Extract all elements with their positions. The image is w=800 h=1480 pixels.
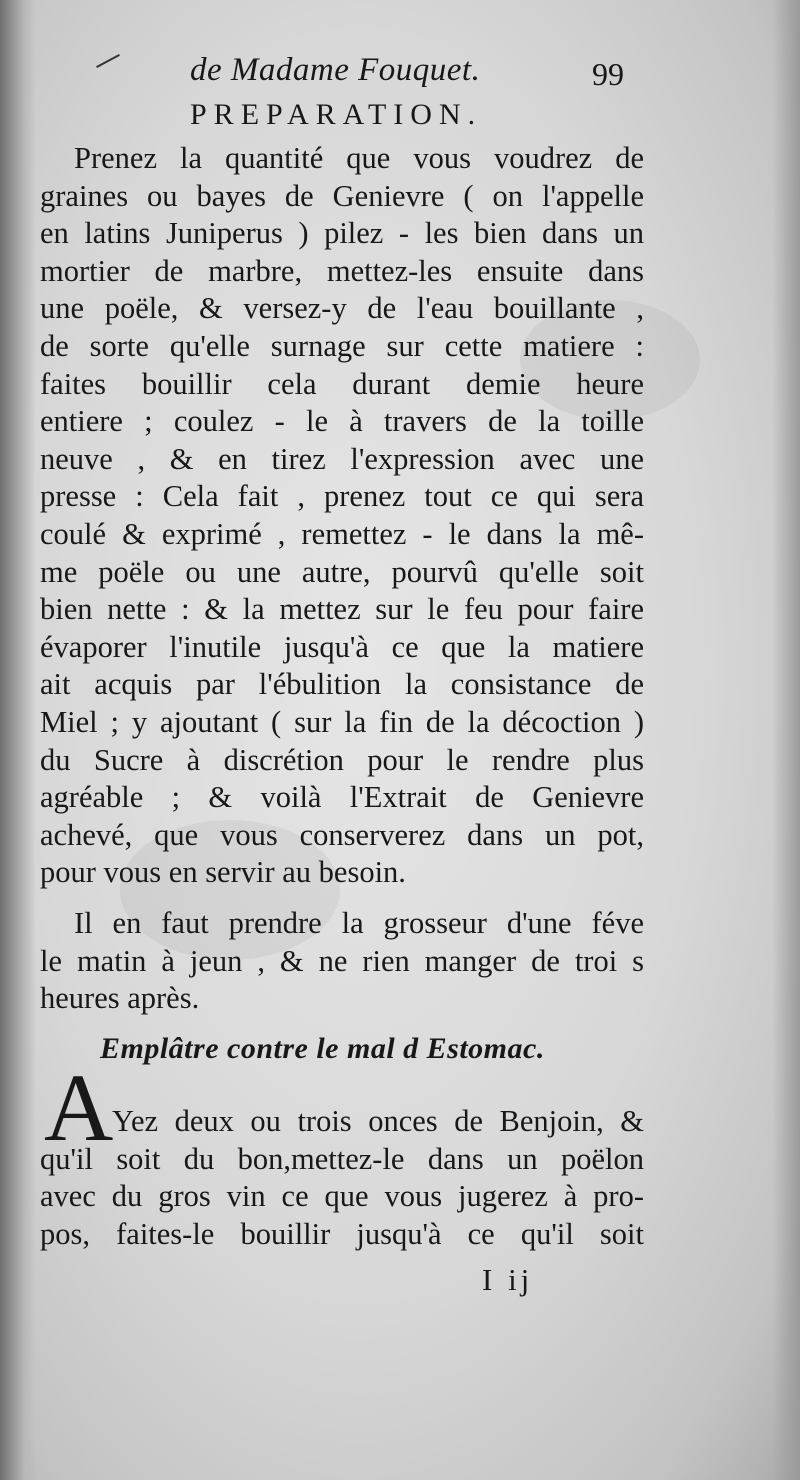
text-line: Prenez la quantité que vous voudrez de: [74, 141, 644, 175]
text-line: du Sucre à discrétion pour le rendre plus: [40, 742, 644, 777]
text-line: avec du gros vin ce que vous jugerez à pro-: [40, 1179, 644, 1214]
paragraph-preparation: [40, 140, 644, 892]
text-line: mortier de marbre, mettez-les ensuite dans: [40, 253, 644, 288]
page-gutter-shadow: [0, 0, 36, 1480]
text-line: presse : Cela fait , prenez tout ce qui sera: [40, 479, 644, 514]
text-line: entiere ; coulez - le à travers de la toille: [40, 404, 644, 439]
text-line: coulé & exprimé , remettez - le dans la mê-: [40, 516, 644, 551]
running-head: de Madame Fouquet.: [190, 52, 481, 88]
paragraph-dosage: [40, 905, 644, 1018]
text-line: achevé, que vous conserverez dans un pot,: [40, 817, 644, 852]
text-line: qu'il soit du bon,mettez-le dans un poëlon: [40, 1141, 644, 1176]
text-line: faites bouillir cela durant demie heure: [40, 366, 644, 401]
text-line: agréable ; & voilà l'Extrait de Genievre: [40, 780, 644, 815]
text-line: ait acquis par l'ébulition la consistance de: [40, 667, 644, 702]
text-line: de sorte qu'elle surnage sur cette matiere :: [40, 328, 644, 363]
paragraph-emplatre: [40, 1103, 644, 1253]
recipe-subheading: Emplâtre contre le mal d Estomac.: [100, 1032, 545, 1065]
page-number: 99: [592, 56, 624, 92]
text-line: Yez deux ou trois onces de Benjoin, &: [112, 1104, 644, 1138]
text-line: en latins Juniperus ) pilez - les bien dans un: [40, 216, 644, 251]
text-line: Il en faut prendre la grosseur d'une féve: [74, 906, 644, 940]
text-line: évaporer l'inutile jusqu'à ce que la matiere: [40, 629, 644, 664]
ink-mark: [96, 54, 120, 68]
text-line: heures après.: [40, 981, 200, 1016]
page-edge-shadow: [772, 0, 800, 1480]
text-line: le matin à jeun , & ne rien manger de troi s: [40, 943, 644, 978]
text-line: pos, faites-le bouillir jusqu'à ce qu'il soit: [40, 1216, 644, 1251]
signature-mark: I ij: [482, 1262, 534, 1297]
text-line: une poële, & versez-y de l'eau bouillante ,: [40, 291, 644, 326]
drop-cap: A: [44, 1054, 114, 1161]
text-line: Miel ; y ajoutant ( sur la fin de la décoction ): [40, 704, 644, 739]
text-line: me poële ou une autre, pourvû qu'elle soit: [40, 554, 644, 589]
section-title: PREPARATION.: [190, 98, 483, 131]
text-line: neuve , & en tirez l'expression avec une: [40, 441, 644, 476]
text-line: bien nette : & la mettez sur le feu pour faire: [40, 592, 644, 627]
text-line: graines ou bayes de Genievre ( on l'appelle: [40, 178, 644, 213]
text-line: pour vous en servir au besoin.: [40, 855, 406, 890]
